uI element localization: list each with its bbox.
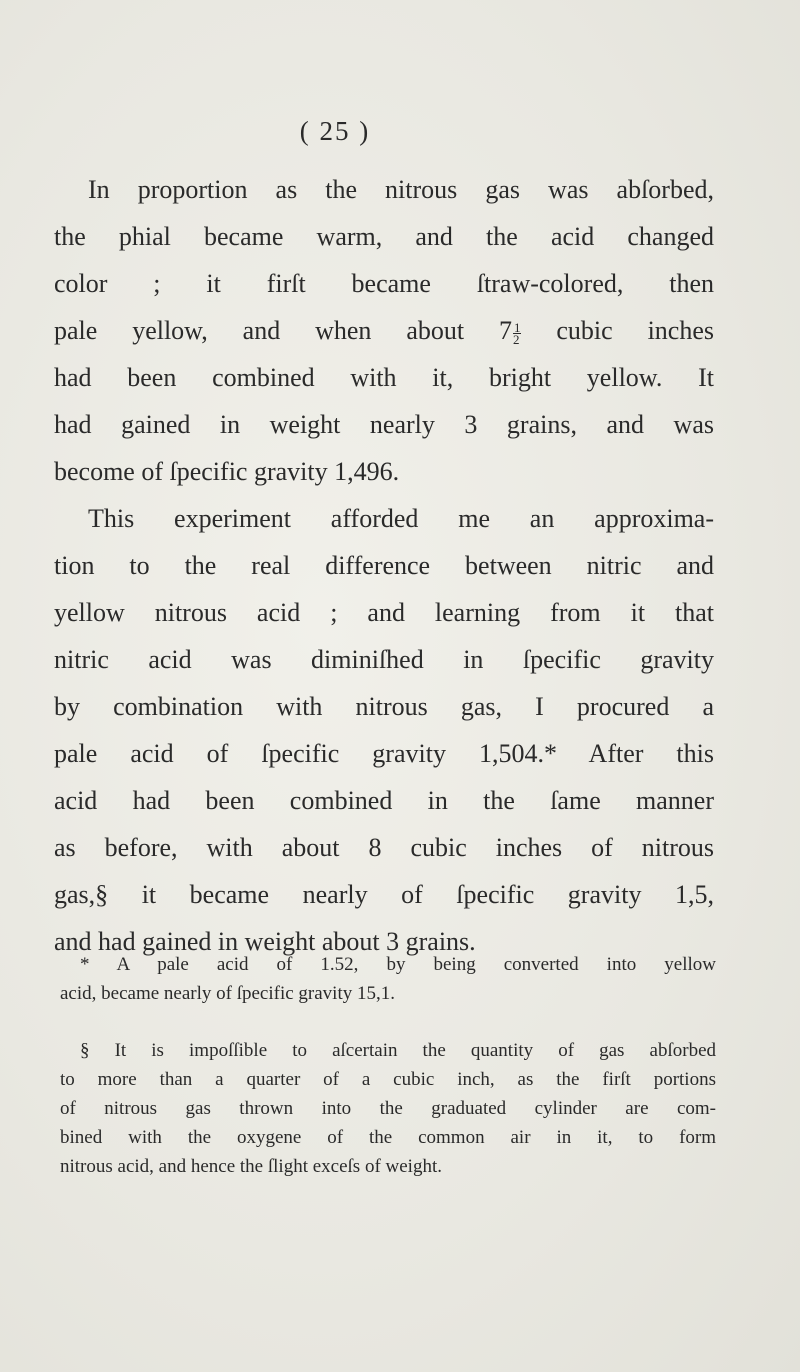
text-line: color ; it firſt became ſtraw-colored, then — [54, 269, 714, 298]
footnote-line: bined with the oxygene of the common air in it, to form — [60, 1127, 716, 1148]
footnote — [60, 1036, 716, 1181]
text-line: nitric acid was diminiſhed in ſpecific gravity — [54, 645, 714, 674]
text-line: gas,§ it became nearly of ſpecific gravity 1,5, — [54, 880, 714, 909]
text-line: This experiment afforded me an approxima- — [88, 504, 714, 533]
text-line: had been combined with it, bright yellow. It — [54, 363, 714, 392]
text-line: yellow nitrous acid ; and learning from it that — [54, 598, 714, 627]
footnote-line: § It is impoſſible to aſcertain the quantity of gas abſorbed — [80, 1040, 716, 1061]
text-line: and had gained in weight about 3 grains. — [54, 927, 476, 956]
footnote-line: to more than a quarter of a cubic inch, as the firſt portions — [60, 1069, 716, 1090]
footnote-line: acid, became nearly of ſpecific gravity 15,1. — [60, 983, 395, 1004]
text-line: the phial became warm, and the acid changed — [54, 222, 714, 251]
text-line: by combination with nitrous gas, I procured a — [54, 692, 714, 721]
footnotes — [60, 950, 716, 1181]
text-line: as before, with about 8 cubic inches of nitrous — [54, 833, 714, 862]
footnote-line: nitrous acid, and hence the ſlight exceſs of weight. — [60, 1156, 442, 1177]
page-number: ( 25 ) — [299, 116, 371, 146]
text-segment: pale yellow, and when about 7 — [54, 316, 512, 345]
text-line: acid had been combined in the ſame manner — [54, 786, 714, 815]
fraction-denominator: 2 — [512, 331, 520, 347]
footnote-line: * A pale acid of 1.52, by being converted into yellow — [80, 954, 716, 975]
paragraph — [54, 166, 714, 495]
fraction-numerator: 1 — [513, 319, 521, 335]
text-line: In proportion as the nitrous gas was abſorbed, — [88, 175, 714, 204]
text-line — [54, 307, 714, 354]
paragraph — [54, 495, 714, 965]
footnote-spacer — [60, 1008, 716, 1036]
footnote-line: of nitrous gas thrown into the graduated cylinder are com- — [60, 1098, 716, 1119]
text-segment: cubic inches — [521, 316, 715, 345]
text-line: tion to the real difference between nitric and — [54, 551, 714, 580]
text-line: become of ſpecific gravity 1,496. — [54, 457, 400, 486]
text-line: had gained in weight nearly 3 grains, and was — [54, 410, 714, 439]
text-line: pale acid of ſpecific gravity 1,504.* After this — [54, 739, 714, 768]
footnote — [60, 950, 716, 1008]
body-text — [54, 166, 714, 965]
